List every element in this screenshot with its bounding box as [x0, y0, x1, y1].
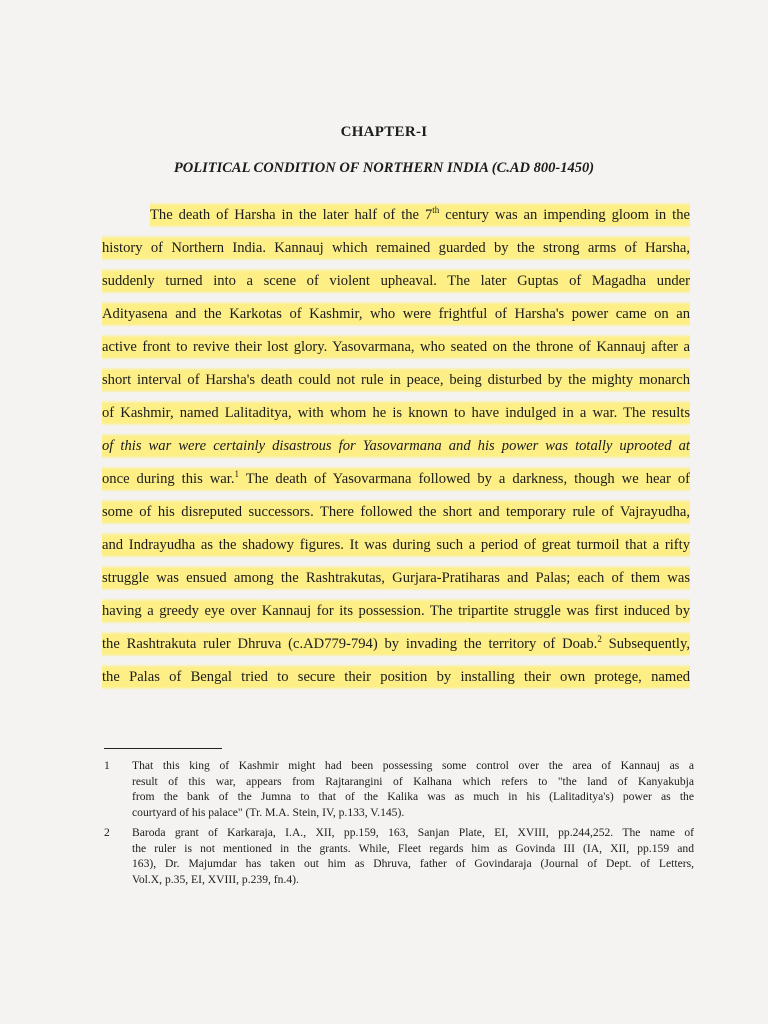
body-text: Subsequently,: [601, 636, 690, 652]
footnote-line: result of this war, appears from Rajtarangini of Kalhana which refers to "the land of Kanyakubja: [132, 774, 694, 788]
chapter-heading: CHAPTER-I: [340, 124, 428, 140]
body-line: struggle was ensued among the Rashtrakutas, Gurjara-Pratiharas and Palas; each of them was: [102, 565, 690, 591]
footnote-line: That this king of Kashmir might had been possessing some control over the area of Kannauj as a: [132, 759, 694, 772]
chapter-subtitle: POLITICAL CONDITION OF NORTHERN INDIA (C.AD 800-1450): [173, 160, 595, 176]
body-line: [102, 466, 690, 492]
footnote-line: Vol.X, p.35, EI, XVIII, p.239, fn.4).: [132, 872, 299, 886]
footnote-line: courtyard of his palace" (Tr. M.A. Stein, IV, p.133, V.145).: [132, 805, 405, 819]
ordinal-suffix: th: [432, 205, 440, 216]
footnote-number: 1: [104, 759, 110, 772]
footnote-ref-1[interactable]: 1: [234, 469, 239, 480]
footnote-line: Baroda grant of Karkaraja, I.A., XII, pp.159, 163, Sanjan Plate, EI, XVIII, pp.244,252. The name of: [132, 826, 694, 839]
footnote-divider: [104, 748, 222, 749]
footnote-number: 2: [104, 826, 110, 839]
footnote-line: from the bank of the Jumna to that of the Kalika was as much in his (Lalitaditya's) power as the: [132, 790, 694, 803]
body-line: history of Northern India. Kannauj which remained guarded by the strong arms of Harsha,: [102, 235, 690, 261]
body-text: The death of Yasovarmana followed by a darkness, though we hear of: [238, 471, 690, 487]
body-line: Adityasena and the Karkotas of Kashmir, who were frightful of Harsha's power came on an: [102, 301, 690, 327]
footnote-line: 163), Dr. Majumdar has taken out him as Dhruva, father of Govindaraja (Journal of Dept. of Letters,: [132, 857, 694, 870]
body-line: [150, 202, 690, 228]
body-line: of Kashmir, named Lalitaditya, with whom he is known to have indulged in a war. The results: [102, 400, 690, 426]
body-line: and Indrayudha as the shadowy figures. It was during such a period of great turmoil that a rifty: [102, 532, 690, 558]
body-text: century was an impending gloom in the: [439, 207, 690, 223]
body-line: active front to revive their lost glory. Yasovarmana, who seated on the throne of Kannauj after a: [102, 334, 690, 360]
body-line: [102, 631, 690, 657]
body-line: having a greedy eye over Kannauj for its possession. The tripartite struggle was first induced by: [102, 598, 690, 624]
body-line: short interval of Harsha's death could not rule in peace, being disturbed by the mighty monarch: [102, 367, 690, 393]
body-line: some of his disreputed successors. There followed the short and temporary rule of Vajrayudha,: [102, 499, 690, 525]
body-line: the Palas of Bengal tried to secure their position by installing their own protege, named: [102, 664, 690, 690]
footnote-line: the ruler is not mentioned in the grants. While, Fleet regards him as Govinda III (IA, XII, pp.159 and: [132, 841, 694, 855]
body-text: the Rashtrakuta ruler Dhruva (c.AD779-794) by invading the territory of Doab.: [102, 636, 598, 652]
body-text: The death of Harsha in the later half of the 7: [150, 207, 433, 223]
body-text: once during this war.: [102, 471, 235, 487]
body-line: suddenly turned into a scene of violent upheaval. The later Guptas of Magadha under: [102, 268, 690, 294]
body-line: of this war were certainly disastrous for Yasovarmana and his power was totally uprooted at: [102, 433, 690, 459]
footnote-ref-2[interactable]: 2: [597, 634, 602, 645]
